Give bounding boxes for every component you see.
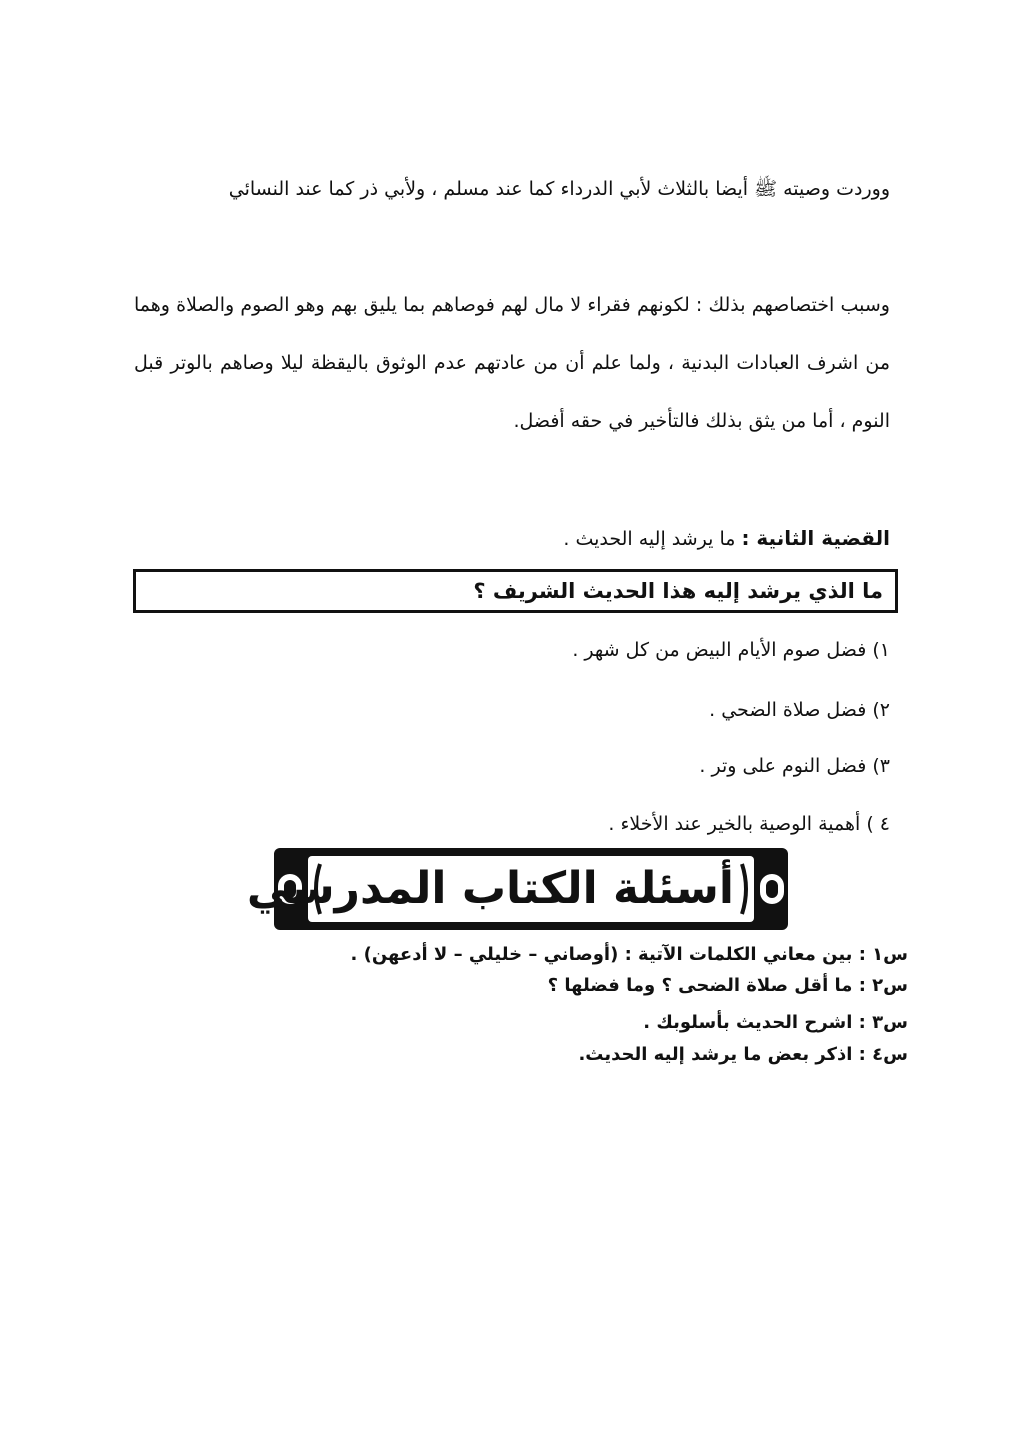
exercise-question: س٣ : اشرح الحديث بأسلوبك . — [643, 1012, 908, 1033]
question-box — [133, 569, 898, 613]
exercise-question: س١ : بين معاني الكلمات الآتية : (أوصاني – خليلي – لا أدعهن) . — [350, 944, 908, 965]
guidance-item: ٤ ) أهمية الوصية بالخير عند الأخلاء . — [608, 813, 890, 835]
paragraph-narrations: ووردت وصيته ﷺ أيضا بالثلاث لأبي الدرداء كما عند مسلم ، ولأبي ذر كما عند النسائي — [228, 178, 890, 200]
banner-title: أسئلة الكتاب المدرسي — [246, 863, 734, 914]
textbook-questions-banner — [246, 846, 794, 932]
exercise-question: س٤ : اذكر بعض ما يرشد إليه الحديث. — [578, 1044, 908, 1065]
question-box-text: ما الذي يرشد إليه هذا الحديث الشريف ؟ — [473, 579, 883, 603]
issue-heading — [134, 512, 890, 564]
guidance-item: ٣) فضل النوم على وتر . — [699, 755, 890, 777]
guidance-item: ٢) فضل صلاة الضحي . — [709, 699, 890, 721]
issue-label: القضية الثانية : — [741, 526, 890, 550]
issue-text: ما يرشد إليه الحديث . — [563, 528, 742, 550]
paragraph-reason: وسبب اختصاصهم بذلك : لكونهم فقراء لا مال لهم فوصاهم بما يليق بهم وهو الصوم والصلاة وهما من اشرف العبادات البدنية ، ولما علم أن من عادتهم عدم الوثوق باليقظة ليلا وصاهم بالوتر قبل النوم ، أما من يثق بذلك فالتأخير في حقه أفضل. — [134, 294, 890, 432]
guidance-item: ١) فضل صوم الأيام البيض من كل شهر . — [572, 639, 890, 661]
exercise-question: س٢ : ما أقل صلاة الضحى ؟ وما فضلها ؟ — [547, 975, 908, 996]
